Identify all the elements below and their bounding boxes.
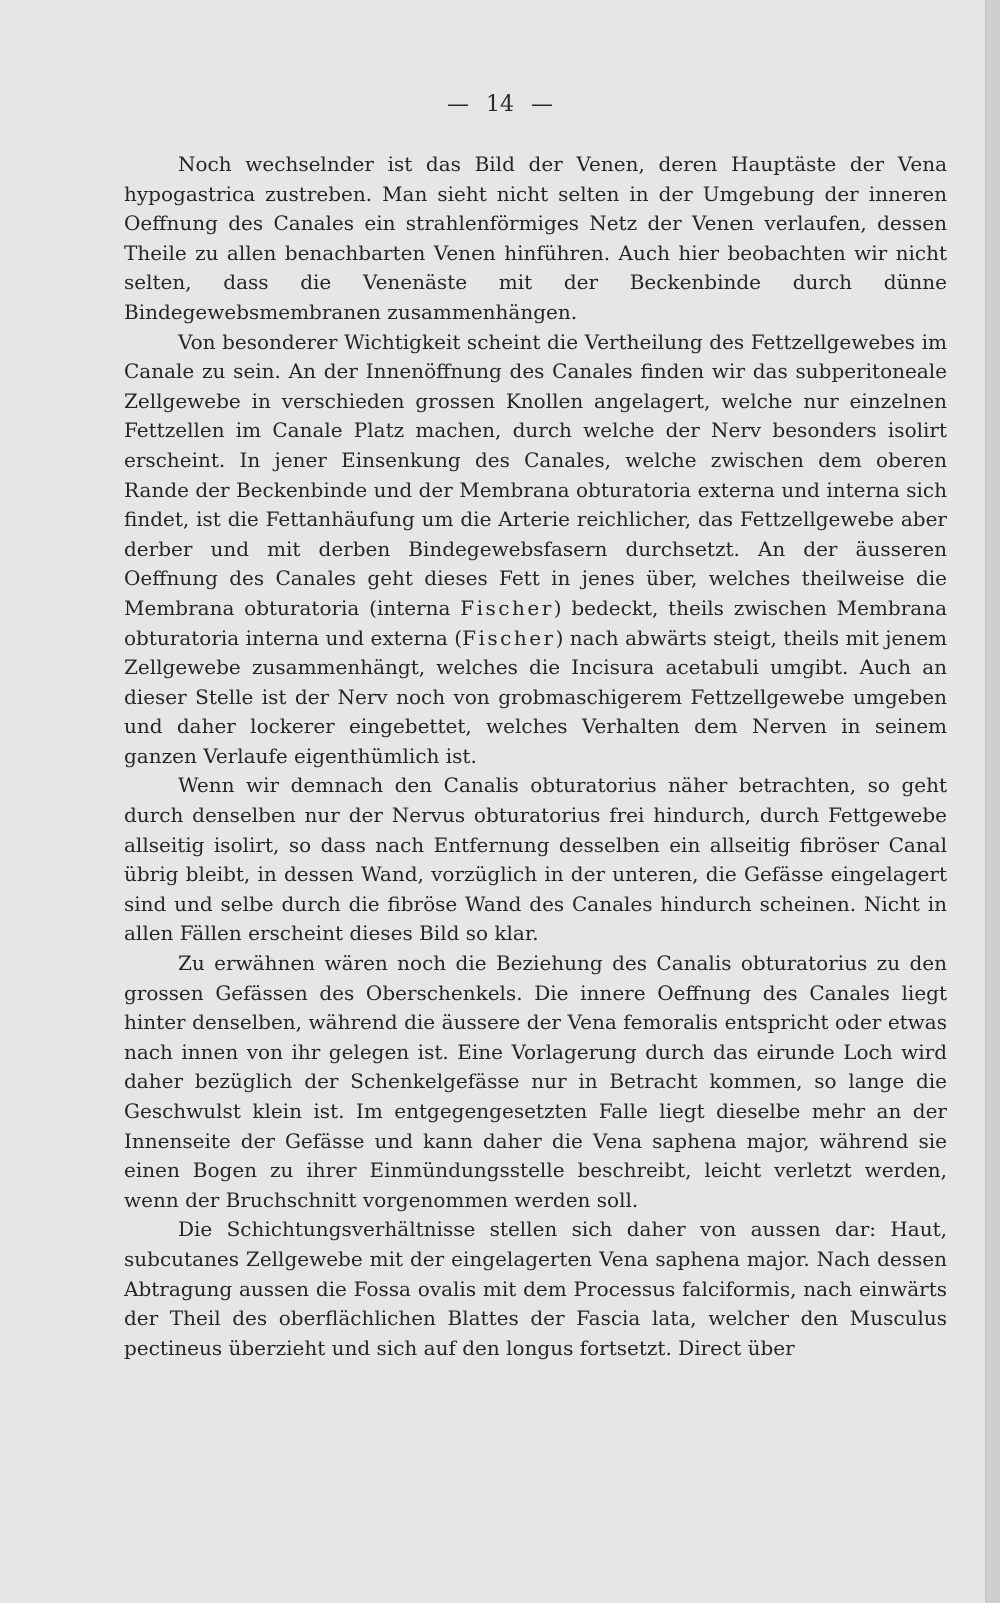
author-name-fischer: Fischer bbox=[460, 595, 554, 620]
paragraph-schichtung: Die Schichtungsverhältnisse stellen sich daher von aussen dar: Haut, subcutanes Zellgewebe mit der eingelagerten Vena saphena major. Nach dessen Abtragung aussen die Fossa ovalis mit dem Processus falciformis, nach einwärts der Theil des oberflächlichen Blattes der Fascia lata, welcher den Musculus pectineus überzieht und sich auf den longus fortsetzt. Direct über bbox=[124, 1217, 947, 1360]
paragraph-fettzellgewebe bbox=[124, 328, 947, 772]
page-edge bbox=[985, 0, 1000, 1603]
header-dash-right: — bbox=[531, 92, 553, 117]
header-dash-left: — bbox=[447, 92, 469, 117]
paragraph-fettzellgewebe-part-1: Von besonderer Wichtigkeit scheint die Vertheilung des Fettzellgewebes im Canale zu sein. An der Innenöffnung des Canales finden wir das subperitoneale Zellgewebe in verschieden grossen Knollen angelagert, welche nur einzelnen Fettzellen im Canale Platz machen, durch welche der Nerv besonders isolirt erscheint. In jener Einsenkung des Canales, welche zwischen dem oberen Rande der Beckenbinde und der Membrana obturatoria externa und interna sich findet, ist die Fettanhäufung um die Arterie reichlicher, das Fettzellgewebe aber derber und mit derben Bindegewebsfasern durchsetzt. An der äusseren Oeffnung des Canales geht dieses Fett in jenes über, welches theilweise die Membrana obturatoria (interna bbox=[124, 329, 947, 620]
author-name-fischer: Fischer bbox=[462, 625, 556, 650]
body-text bbox=[124, 150, 947, 1363]
page-header bbox=[0, 92, 1000, 117]
paragraph-fettzellgewebe-part-3: ) nach abwärts steigt, theils mit jenem Zellgewebe zusammenhängt, welches die Incisura acetabuli umgibt. Auch an dieser Stelle ist der Nerv noch von grobmaschigerem Fettzellgewebe umgeben und daher lockerer eingebettet, welches Verhalten dem Nerven in seinem ganzen Verlaufe eigenthümlich ist. bbox=[124, 625, 948, 768]
page-number: 14 bbox=[486, 92, 514, 117]
paragraph-venen: Noch wechselnder ist das Bild der Venen, deren Hauptäste der Vena hypogastrica zustreben. Man sieht nicht selten in der Umgebung der inneren Oeffnung des Canales ein strahlenförmiges Netz der Venen verlaufen, dessen Theile zu allen benachbarten Venen hinführen. Auch hier beobachten wir nicht selten, dass die Venenäste mit der Beckenbinde durch dünne Bindegewebsmembranen zusammenhängen. bbox=[124, 152, 947, 324]
paragraph-canalis-obturatorius: Wenn wir demnach den Canalis obturatorius näher betrachten, so geht durch denselben nur der Nervus obturatorius frei hindurch, durch Fettgewebe allseitig isolirt, so dass nach Entfernung desselben ein allseitig fibröser Canal übrig bleibt, in dessen Wand, vorzüglich in der unteren, die Gefässe eingelagert sind und selbe durch die fibröse Wand des Canales hindurch scheinen. Nicht in allen Fällen erscheint dieses Bild so klar. bbox=[124, 773, 947, 946]
paragraph-gefaesse: Zu erwähnen wären noch die Beziehung des Canalis obturatorius zu den grossen Gefässen des Oberschenkels. Die innere Oeffnung des Canales liegt hinter denselben, während die äussere der Vena femoralis entspricht oder etwas nach innen von ihr gelegen ist. Eine Vorlagerung durch das eirunde Loch wird daher bezüglich der Schenkelgefässe nur in Betracht kommen, so lange die Geschwulst klein ist. Im entgegengesetzten Falle liegt dieselbe mehr an der Innenseite der Gefässe und kann daher die Vena saphena major, während sie einen Bogen zu ihrer Einmündungsstelle beschreibt, leicht verletzt werden, wenn der Bruchschnitt vorgenommen werden soll. bbox=[124, 951, 947, 1212]
paragraph-fettzellgewebe-part-2: ) bedeckt, theils zwischen Membrana obturatoria interna und externa ( bbox=[124, 595, 947, 650]
